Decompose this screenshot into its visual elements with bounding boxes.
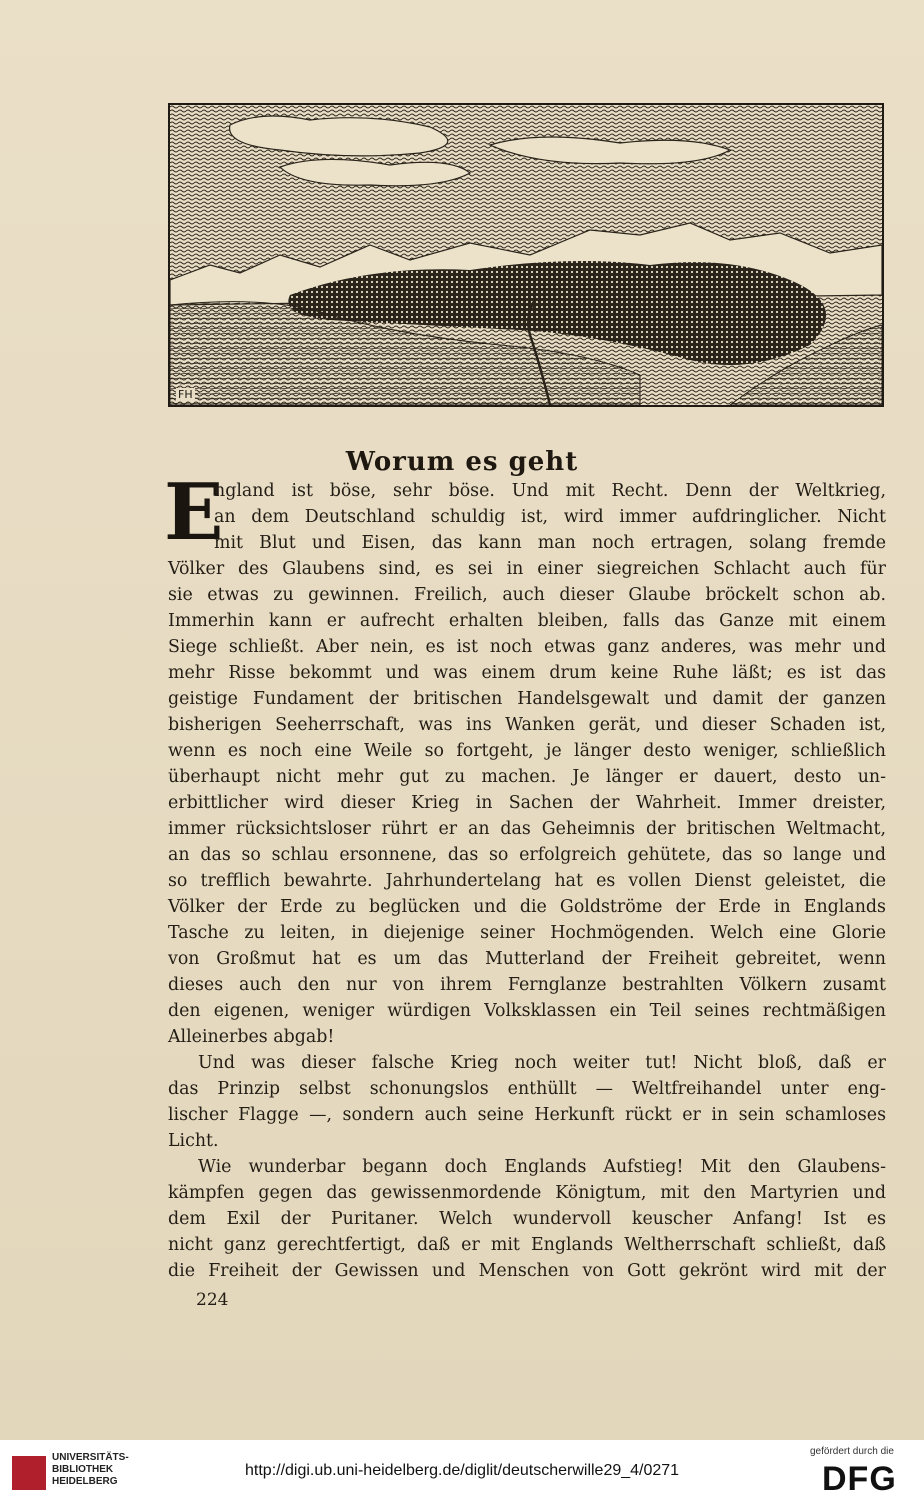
funding-note: gefördert durch die <box>810 1446 894 1457</box>
text-line: wenn es noch eine Weile so fortgeht, je länger desto weniger, schließlich <box>168 741 886 761</box>
landscape-woodcut-illustration <box>168 103 884 407</box>
text-line: Immerhin kann er aufrecht erhalten bleiben, falls das Ganze mit einem <box>168 611 886 631</box>
text-line: immer rücksichtsloser rührt er an das Geheimnis der britischen Weltmacht, <box>168 819 886 839</box>
text-line: Und was dieser falsche Krieg noch weiter tut! Nicht bloß, daß er <box>198 1053 886 1073</box>
text-line: erbittlicher wird dieser Krieg in Sachen der Wahrheit. Immer dreister, <box>168 793 886 813</box>
text-line: mehr Risse bekommt und was einem drum keine Ruhe läßt; es ist das <box>168 663 886 683</box>
text-line: nicht ganz gerechtfertigt, daß er mit Englands Weltherrschaft schließt, daß <box>168 1235 886 1255</box>
text-line: Wie wunderbar begann doch Englands Aufstieg! Mit den Glaubens- <box>198 1157 886 1177</box>
text-line: mit Blut und Eisen, das kann man noch ertragen, solang fremde <box>214 533 886 553</box>
text-line: so trefflich bewahrte. Jahrhundertelang hat es vollen Dienst geleistet, die <box>168 871 886 891</box>
text-line: geistige Fundament der britischen Handelsgewalt und damit der ganzen <box>168 689 886 709</box>
article-title: Worum es geht <box>345 447 579 477</box>
library-name-line: HEIDELBERG <box>52 1476 118 1487</box>
text-line: die Freiheit der Gewissen und Menschen von Gott gekrönt wird mit der <box>168 1261 886 1281</box>
page-number: 224 <box>196 1290 229 1310</box>
library-name-line: BIBLIOTHEK <box>52 1464 114 1475</box>
text-line: an das so schlau ersonnene, das so erfolgreich gehütete, das so lange und <box>168 845 886 865</box>
library-name <box>52 1452 129 1488</box>
library-name-line: UNIVERSITÄTS- <box>52 1452 129 1463</box>
permalink-url[interactable]: http://digi.ub.uni-heidelberg.de/diglit/deutscherwille29_4/0271 <box>245 1462 680 1479</box>
text-line: Völker der Erde zu beglücken und die Goldströme der Erde in Englands <box>168 897 886 917</box>
text-line: Tasche zu leiten, in diejenige seiner Hochmögenden. Welch eine Glorie <box>168 923 886 943</box>
text-line: sie etwas zu gewinnen. Freilich, auch dieser Glaube bröckelt schon ab. <box>168 585 886 605</box>
text-line: an dem Deutschland schuldig ist, wird immer aufdringlicher. Nicht <box>214 507 886 527</box>
text-line: das Prinzip selbst schonungslos enthüllt — Weltfreihandel unter eng- <box>168 1079 886 1099</box>
text-line: Alleinerbes abgab! <box>168 1027 335 1047</box>
text-line: dem Exil der Puritaner. Welch wundervoll keuscher Anfang! Ist es <box>168 1209 886 1229</box>
text-line: dieses auch den nur von ihrem Fernglanze bestrahlten Völkern zusamt <box>168 975 886 995</box>
landscape-drawing <box>170 105 882 405</box>
library-logo-icon <box>12 1456 46 1490</box>
digitization-footer <box>0 1440 924 1505</box>
artist-monogram: FH <box>178 388 193 401</box>
text-line: den eigenen, weniger würdigen Volksklassen ein Teil seines rechtmäßigen <box>168 1001 886 1021</box>
text-line: von Großmut hat es um das Mutterland der Freiheit gebreitet, wenn <box>168 949 886 969</box>
text-line: Siege schließt. Aber nein, es ist noch etwas ganz anderes, was mehr und <box>168 637 886 657</box>
text-line: überhaupt nicht mehr gut zu machen. Je länger er dauert, desto un- <box>168 767 886 787</box>
text-line: Licht. <box>168 1131 219 1151</box>
text-line: kämpfen gegen das gewissenmordende Königtum, mit den Martyrien und <box>168 1183 886 1203</box>
text-line: ngland ist böse, sehr böse. Und mit Recht. Denn der Weltkrieg, <box>214 481 886 501</box>
drop-cap: E <box>164 467 224 558</box>
text-line: Völker des Glaubens sind, es sei in einer siegreichen Schlacht auch für <box>168 559 886 579</box>
dfg-logo: DFG <box>822 1460 897 1498</box>
text-line: lischer Flagge —, sondern auch seine Herkunft rückt er in sein schamloses <box>168 1105 886 1125</box>
text-line: bisherigen Seeherrschaft, was ins Wanken gerät, und dieser Schaden ist, <box>168 715 886 735</box>
